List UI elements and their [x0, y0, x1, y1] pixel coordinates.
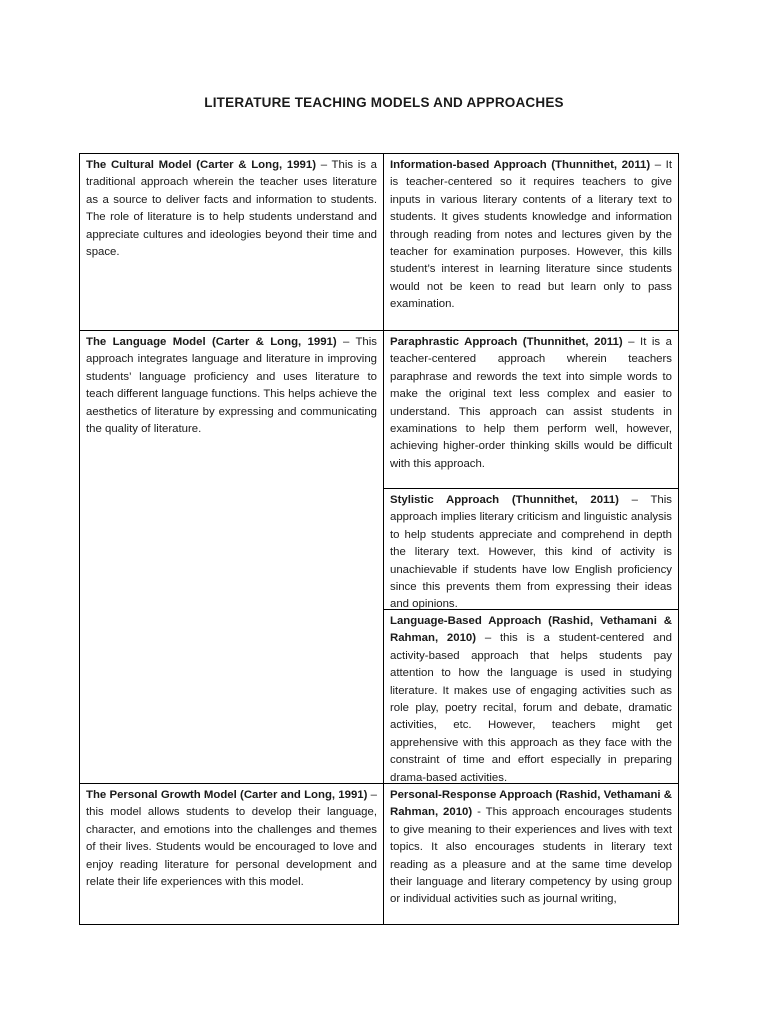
personal-growth-model-heading: The Personal Growth Model (Carter and Long, 1991)	[86, 789, 368, 801]
language-model-cell	[80, 331, 383, 783]
page-title: LITERATURE TEACHING MODELS AND APPROACHES	[204, 95, 564, 110]
personal-growth-model-text: – this model allows students to develop their language, character, and emotions into the challenges and themes of their lives. Students would be encouraged to love and enjoy reading literature for personal development and relate their life experiences with this model.	[86, 789, 377, 889]
stylistic-approach-cell	[384, 489, 678, 609]
personal-growth-model-cell	[80, 784, 383, 924]
personal-response-approach-heading: Personal-Response Approach (Rashid, Vethamani & Rahman, 2010)	[390, 789, 672, 819]
cultural-model-text: – This is a traditional approach wherein the teacher uses literature as a source to deliver facts and information to students. The role of literature is to help students understand and appreciate cultures and ideologies beyond their time and space.	[86, 159, 377, 259]
language-based-approach-heading: Language-Based Approach (Rashid, Vethamani & Rahman, 2010)	[390, 615, 672, 645]
paraphrastic-approach-cell	[384, 331, 678, 488]
paraphrastic-approach-text: – It is a teacher-centered approach wherein teachers paraphrase and rewords the text into simple words to make the original text less complex and easier to understand. This approach can assist students in examinations to help them perform well, however, achieving higher-order thinking skills would be difficult with this approach.	[390, 336, 672, 470]
language-based-approach-text: – this is a student-centered and activity-based approach that helps students pay attention to how the language is used in studying literature. It makes use of engaging activities such as role play, poetry recital, forum and debate, dramatic activities, etc. However, teachers might get apprehensive with this approach as they face with the constraint of time and effort especially in preparing drama-based activities.	[390, 632, 672, 783]
stylistic-approach-text: – This approach implies literary criticism and linguistic analysis to help students appreciate and comprehend in depth the literary text. However, this kind of activity is unachievable if students have low English proficiency since this prevents them from expressing their ideas and opinions.	[390, 494, 672, 609]
paraphrastic-approach-heading: Paraphrastic Approach (Thunnithet, 2011)	[390, 336, 623, 348]
personal-response-approach-text: - This approach encourages students to give meaning to their experiences and lives with text topics. It also encourages students in literary text reading as a pleasure and at the same time develop their language and literary competency by using group or individual activities such as journal writing,	[390, 806, 673, 906]
stylistic-approach-heading: Stylistic Approach (Thunnithet, 2011)	[390, 494, 619, 506]
cultural-model-heading: The Cultural Model (Carter & Long, 1991)	[86, 159, 317, 171]
language-based-approach-cell	[384, 610, 678, 783]
information-based-approach-text: – It is teacher-centered so it requires teachers to give inputs in various literary contents of a literary text to students. It gives students knowledge and information through reading from notes and lectures given by the teacher for examination purposes. However, this kills student’s interest in learning literature since students would not be keen to read but learn only to pass examination.	[390, 159, 672, 311]
personal-response-approach-cell	[384, 784, 678, 924]
information-based-approach-heading: Information-based Approach (Thunnithet, 2011)	[390, 159, 651, 171]
language-model-heading: The Language Model (Carter & Long, 1991)	[86, 336, 337, 348]
language-model-text: – This approach integrates language and literature in improving students’ language proficiency and uses literature to teach different language functions. This helps achieve the aesthetics of literature by expressing and communicating the quality of literature.	[86, 336, 377, 436]
information-based-approach-cell	[384, 154, 678, 330]
cultural-model-cell	[80, 154, 383, 330]
